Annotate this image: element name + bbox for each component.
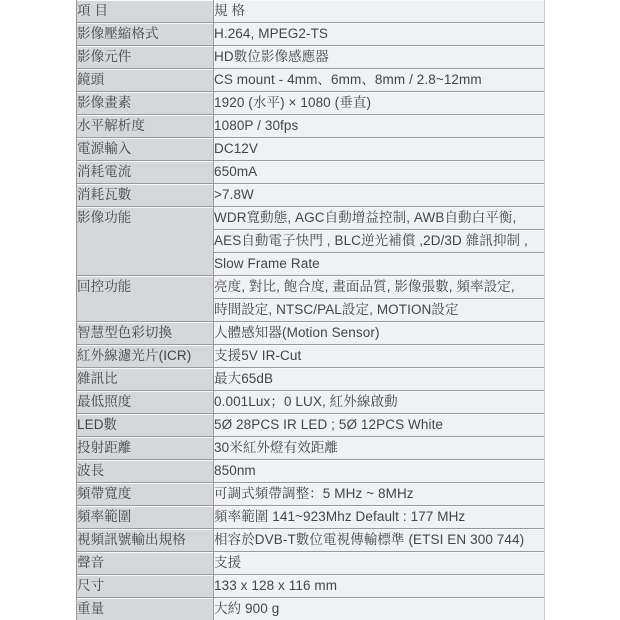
spec-value-cell: 最大65dB xyxy=(214,367,544,390)
spec-item-cell: 影像元件 xyxy=(77,45,214,68)
spec-item-cell: 尺寸 xyxy=(77,574,214,597)
spec-value-cell: 1080P / 30fps xyxy=(214,114,544,137)
spec-value-cell: 5Ø 28PCS IR LED ; 5Ø 12PCS White xyxy=(214,413,544,436)
spec-item-cell: 回控功能 xyxy=(77,275,214,321)
table-row xyxy=(77,68,544,91)
spec-value-cell: 850nm xyxy=(214,459,544,482)
spec-value-cell: 支援5V IR-Cut xyxy=(214,344,544,367)
table-row xyxy=(77,574,544,597)
table-row xyxy=(77,22,544,45)
spec-value-cell: DC12V xyxy=(214,137,544,160)
table-row xyxy=(77,413,544,436)
spec-value-cell: CS mount - 4mm、6mm、8mm / 2.8~12mm xyxy=(214,68,544,91)
spec-item-cell: 影像壓縮格式 xyxy=(77,22,214,45)
spec-value-cell: 0.001Lux；0 LUX, 紅外線啟動 xyxy=(214,390,544,413)
spec-value-cell: 相容於DVB-T數位電視傳輸標準 (ETSI EN 300 744) xyxy=(214,528,544,551)
table-row xyxy=(77,206,544,229)
spec-value-cell: 133 x 128 x 116 mm xyxy=(214,574,544,597)
spec-item-cell: 消耗瓦數 xyxy=(77,183,214,206)
spec-value-cell: 大約 900 g xyxy=(214,597,544,620)
spec-value-cell: 1920 (水平) × 1080 (垂直) xyxy=(214,91,544,114)
spec-value-cell: 650mA xyxy=(214,160,544,183)
spec-item-cell: 紅外線濾光片(ICR) xyxy=(77,344,214,367)
header-row xyxy=(77,0,544,22)
spec-value-cell: 30米紅外燈有效距離 xyxy=(214,436,544,459)
spec-item-cell: 重量 xyxy=(77,597,214,620)
spec-table xyxy=(76,0,545,620)
spec-item-cell: 智慧型色彩切換 xyxy=(77,321,214,344)
table-row xyxy=(77,160,544,183)
spec-value-cell: 支援 xyxy=(214,551,544,574)
spec-item-cell: LED數 xyxy=(77,413,214,436)
column-header-item: 項 目 xyxy=(77,0,214,22)
spec-value-cell: HD數位影像感應器 xyxy=(214,45,544,68)
column-header-spec: 規 格 xyxy=(214,0,544,22)
table-row xyxy=(77,505,544,528)
table-row xyxy=(77,597,544,620)
table-row xyxy=(77,275,544,298)
table-row xyxy=(77,137,544,160)
table-row xyxy=(77,183,544,206)
spec-item-cell: 頻帶寬度 xyxy=(77,482,214,505)
table-row xyxy=(77,390,544,413)
spec-item-cell: 水平解析度 xyxy=(77,114,214,137)
table-row xyxy=(77,551,544,574)
spec-item-cell: 聲音 xyxy=(77,551,214,574)
spec-item-cell: 消耗電流 xyxy=(77,160,214,183)
table-row xyxy=(77,321,544,344)
spec-value-cell: H.264, MPEG2-TS xyxy=(214,22,544,45)
table-row xyxy=(77,114,544,137)
table-row xyxy=(77,91,544,114)
spec-value-cell: >7.8W xyxy=(214,183,544,206)
spec-item-cell: 視頻訊號輸出規格 xyxy=(77,528,214,551)
spec-value-cell: AES自動電子快門 , BLC逆光補償 ,2D/3D 雜訊抑制 , xyxy=(214,229,544,252)
spec-value-cell: 可調式頻帶調整：5 MHz ~ 8MHz xyxy=(214,482,544,505)
table-row xyxy=(77,459,544,482)
spec-value-cell: 時間設定, NTSC/PAL設定, MOTION設定 xyxy=(214,298,544,321)
table-row xyxy=(77,45,544,68)
spec-item-cell: 投射距離 xyxy=(77,436,214,459)
table-row xyxy=(77,482,544,505)
spec-table-body xyxy=(77,0,544,620)
spec-value-cell: Slow Frame Rate xyxy=(214,252,544,275)
spec-value-cell: 人體感知器(Motion Sensor) xyxy=(214,321,544,344)
spec-item-cell: 電源輸入 xyxy=(77,137,214,160)
spec-item-cell: 鏡頭 xyxy=(77,68,214,91)
spec-value-cell: 亮度, 對比, 飽合度, 畫面品質, 影像張數, 頻率設定, xyxy=(214,275,544,298)
table-row xyxy=(77,528,544,551)
spec-item-cell: 頻率範圍 xyxy=(77,505,214,528)
spec-item-cell: 最低照度 xyxy=(77,390,214,413)
spec-item-cell: 雜訊比 xyxy=(77,367,214,390)
spec-item-cell: 影像功能 xyxy=(77,206,214,275)
spec-item-cell: 影像畫素 xyxy=(77,91,214,114)
spec-value-cell: 頻率範圍 141~923Mhz Default : 177 MHz xyxy=(214,505,544,528)
table-row xyxy=(77,367,544,390)
spec-value-cell: WDR寬動態, AGC自動增益控制, AWB自動白平衡, xyxy=(214,206,544,229)
table-row xyxy=(77,436,544,459)
table-row xyxy=(77,344,544,367)
spec-item-cell: 波長 xyxy=(77,459,214,482)
